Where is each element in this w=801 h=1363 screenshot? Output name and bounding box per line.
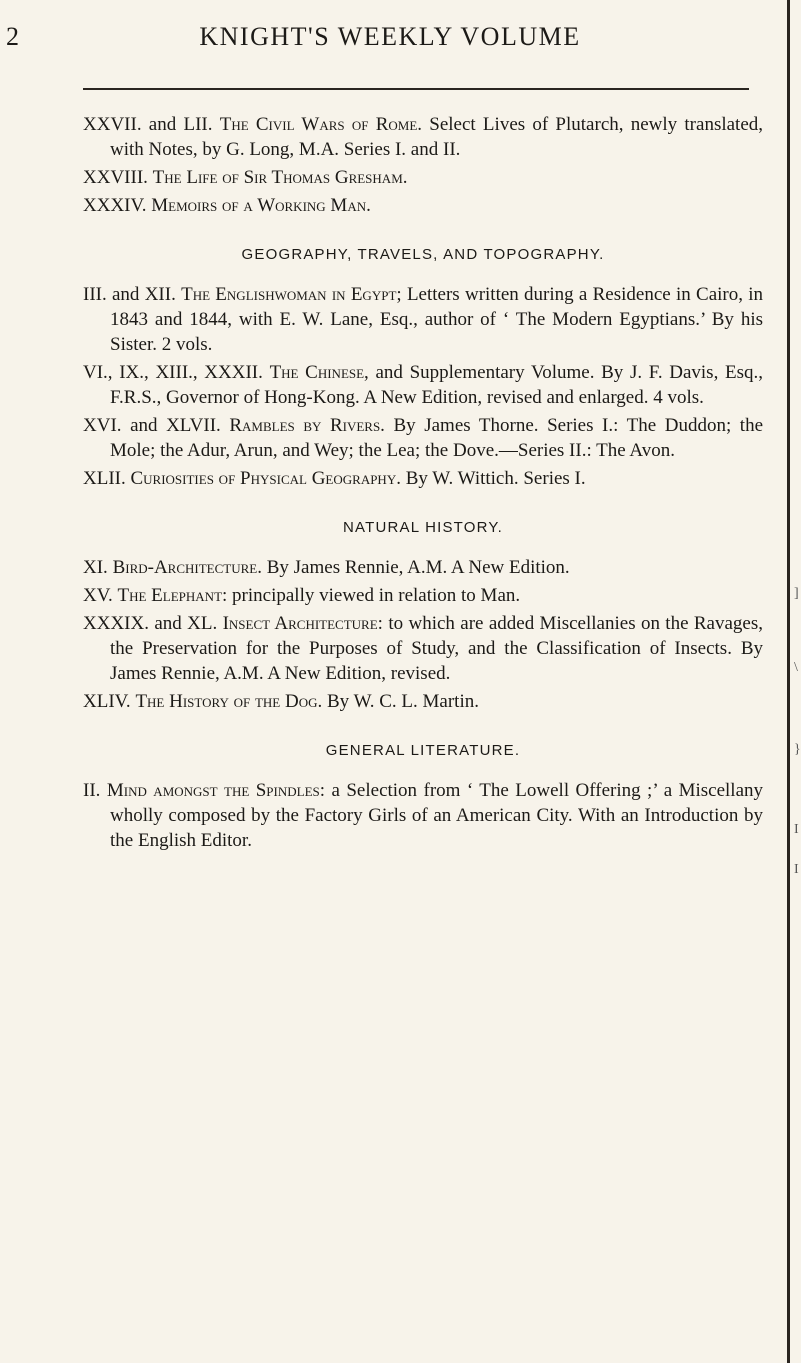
book-list xyxy=(83,112,763,856)
list-entry xyxy=(83,360,763,410)
entry-number: XXXIX. and XL. xyxy=(83,613,218,634)
entry-title: Rambles by Rivers. xyxy=(229,415,385,436)
entry-title: Bird-Architecture. xyxy=(112,557,262,578)
entry-number: VI., IX., XIII., XXXII. xyxy=(83,362,263,383)
entry-description: Letters written during a Residence in Cairo, in 1843 and 1844, with E. W. Lane, Esq., author of ‘ The Modern Egyptians.’ By his Sister. 2 vols. xyxy=(110,284,764,355)
entry-title: The Elephant: xyxy=(117,585,228,606)
entry-description: to which are added Miscellanies on the Ravages, the Preservation for the Purposes of Study, and the Classification of Insects. By James Rennie, A.M. A New Edition, revised. xyxy=(110,613,764,684)
header-rule xyxy=(83,88,749,90)
entry-title: The Life of Sir Thomas Gresham. xyxy=(152,167,408,188)
entry-number: XLIV. xyxy=(83,691,131,712)
page-header xyxy=(0,22,787,62)
entry-description: By James Rennie, A.M. A New Edition. xyxy=(266,557,570,578)
entry-title: Insect Architecture: xyxy=(222,613,383,634)
entry-description: and Supplementary Volume. By J. F. Davis, Esq., F.R.S., Governor of Hong-Kong. A New Edition, revised and enlarged. 4 vols. xyxy=(110,362,764,408)
list-entry xyxy=(83,112,763,162)
list-entry xyxy=(83,689,763,714)
list-entry xyxy=(83,466,763,491)
entry-title: Mind amongst the Spindles: xyxy=(106,780,326,801)
section-heading-natural-history: NATURAL HISTORY. xyxy=(342,519,504,536)
list-entry xyxy=(83,583,763,608)
entry-number: XVI. and XLVII. xyxy=(83,415,221,436)
entry-title: Memoirs of a Working Man. xyxy=(151,195,371,216)
entry-number: XXVIII. xyxy=(83,167,148,188)
list-entry xyxy=(83,555,763,580)
running-title: KNIGHT'S WEEKLY VOLUME xyxy=(199,22,581,51)
entry-description: By W. C. L. Martin. xyxy=(326,691,479,712)
list-entry xyxy=(83,413,763,463)
entry-number: II. xyxy=(83,780,101,801)
entry-title: The Chinese, xyxy=(269,362,369,383)
list-entry xyxy=(83,165,763,190)
entry-number: III. and XII. xyxy=(83,284,176,305)
page-number: 2 xyxy=(6,22,19,51)
entry-number: XI. xyxy=(83,557,108,578)
entry-title: The Englishwoman in Egypt; xyxy=(181,284,402,305)
entry-description: Select Lives of Plutarch, newly translated, with Notes, by G. Long, M.A. Series I. and II. xyxy=(110,114,764,160)
list-entry xyxy=(83,193,763,218)
entry-title: The Civil Wars of Rome. xyxy=(219,114,423,135)
entry-description: principally viewed in relation to Man. xyxy=(232,585,521,606)
entry-number: XXVII. and LII. xyxy=(83,114,213,135)
list-entry xyxy=(83,611,763,686)
entry-title: The History of the Dog. xyxy=(135,691,323,712)
entry-number: XXXIV. xyxy=(83,195,147,216)
list-entry xyxy=(83,282,763,357)
entry-description: By James Thorne. Series I.: The Duddon; the Mole; the Adur, Arun, and Wey; the Lea; the Dove.—Series II.: The Avon. xyxy=(110,415,764,461)
entry-number: XLII. xyxy=(83,468,126,489)
section-heading-general-literature: GENERAL LITERATURE. xyxy=(325,742,521,759)
entry-description: a Selection from ‘ The Lowell Offering ;’ a Miscellany wholly composed by the Factory Girls of an American City. With an Introduction by the English Editor. xyxy=(110,780,763,851)
entry-title: Curiosities of Physical Geography. xyxy=(130,468,401,489)
section-heading-geography: GEOGRAPHY, TRAVELS, AND TOPOGRAPHY. xyxy=(241,246,605,263)
entry-description: By W. Wittich. Series I. xyxy=(405,468,586,489)
entry-number: XV. xyxy=(83,585,113,606)
page-edge-line xyxy=(787,0,790,1363)
list-entry xyxy=(83,778,763,853)
